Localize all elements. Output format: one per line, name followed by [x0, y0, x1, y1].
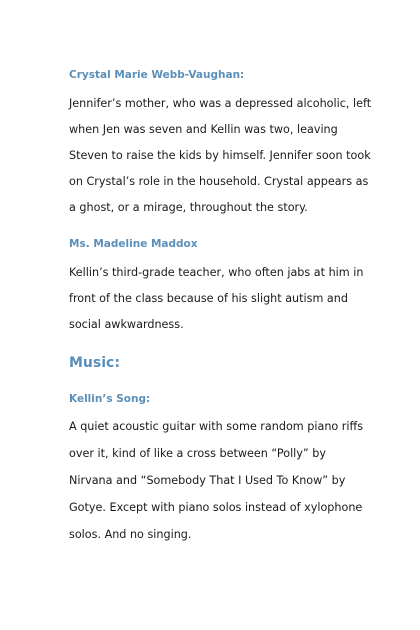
- crystal-description-line: a ghost, or a mirage, throughout the story.: [69, 201, 308, 214]
- crystal-description-line: Jennifer’s mother, who was a depressed alcoholic, left: [69, 97, 372, 110]
- crystal-description-line: on Crystal’s role in the household. Crystal appears as: [69, 175, 369, 188]
- maddox-description-line: Kellin’s third-grade teacher, who often jabs at him in: [69, 266, 364, 279]
- song-description-line: over it, kind of like a cross between “Polly” by: [69, 447, 326, 460]
- song-description-line: Gotye. Except with piano solos instead of xylophone: [69, 501, 363, 514]
- song-title: Kellin’s Song:: [69, 393, 151, 405]
- song-description-line: solos. And no singing.: [69, 528, 192, 541]
- maddox-description-line: front of the class because of his slight autism and: [69, 292, 348, 305]
- crystal-description-line: Steven to raise the kids by himself. Jennifer soon took: [69, 149, 371, 162]
- section-heading-music: Music:: [69, 355, 120, 371]
- song-description-line: Nirvana and “Somebody That I Used To Know” by: [69, 474, 346, 487]
- maddox-description-line: social awkwardness.: [69, 318, 184, 331]
- character-name-maddox: Ms. Madeline Maddox: [69, 238, 198, 250]
- song-description-line: A quiet acoustic guitar with some random piano riffs: [69, 420, 364, 433]
- crystal-description-line: when Jen was seven and Kellin was two, leaving: [69, 123, 338, 136]
- character-name-crystal: Crystal Marie Webb-Vaughan:: [69, 69, 245, 81]
